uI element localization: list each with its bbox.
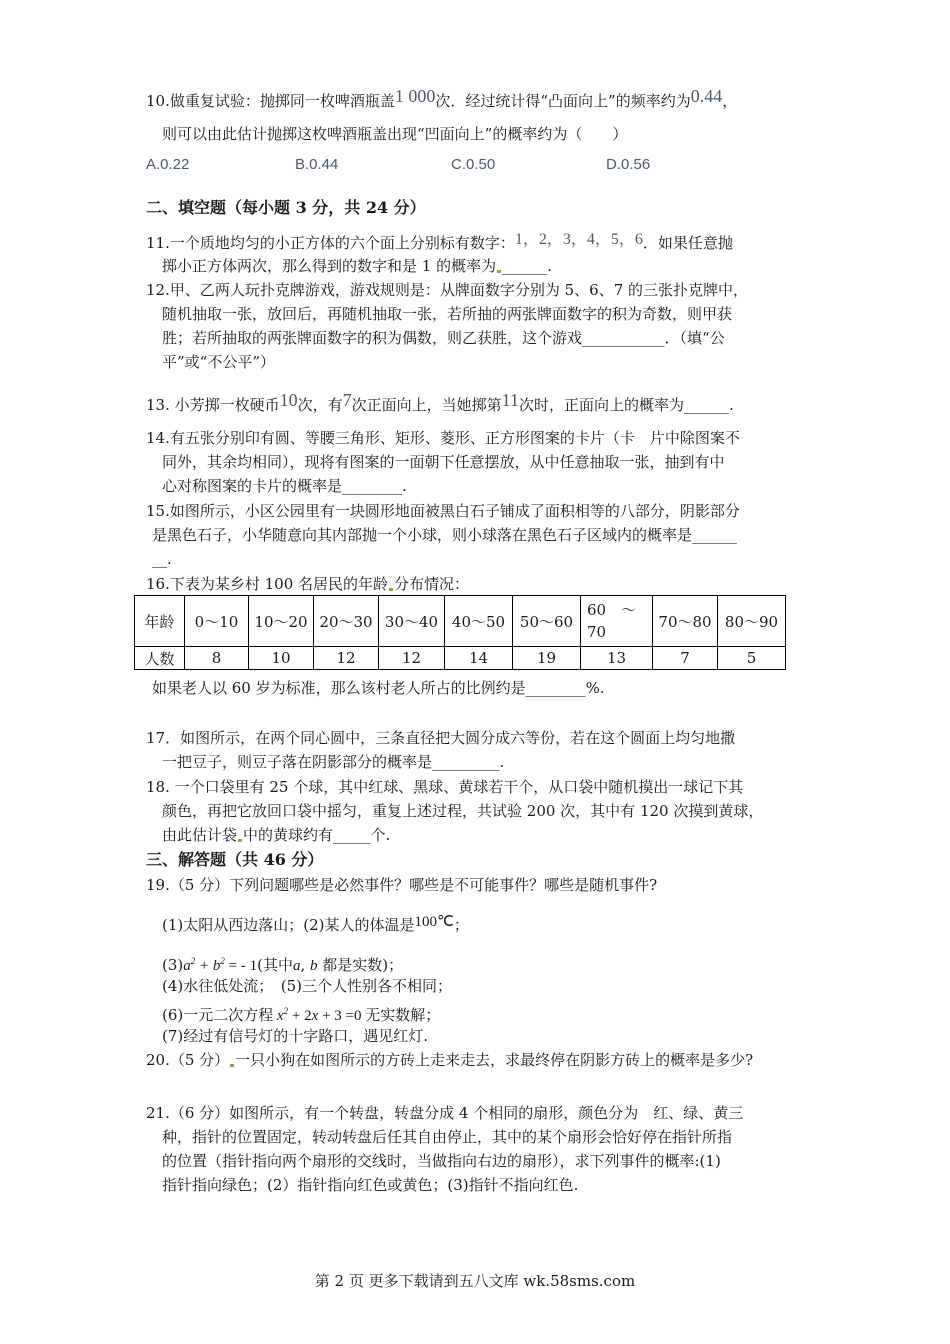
q10-text-a: 10.做重复试验：抛掷同一枚啤酒瓶盖 bbox=[146, 92, 395, 110]
section-3-title: 三、解答题（共 46 分） bbox=[146, 850, 324, 869]
table-cell: 80～90 bbox=[718, 596, 786, 647]
q19-item6-text-b: 无实数解； bbox=[365, 1006, 441, 1024]
table-row-age bbox=[135, 596, 786, 647]
q19-item7: (7)经过有信号灯的十字路口，遇见红灯. bbox=[162, 1027, 429, 1045]
q11-numbers: 1，2，3，4，5，6 bbox=[514, 231, 643, 248]
table-cell: 60 ～70 bbox=[581, 596, 653, 647]
q10-number-044: 0.44 bbox=[690, 86, 723, 106]
q16-title-b: 分布情况： bbox=[394, 575, 470, 593]
q21-line1: 21.（6 分）如图所示，有一个转盘，转盘分成 4 个相同的扇形，颜色分为 红、绿、黄三 bbox=[146, 1104, 744, 1122]
q10-option-b: B.0.44 bbox=[295, 156, 339, 173]
stray-mark bbox=[389, 588, 393, 591]
q15-line3: __. bbox=[152, 550, 172, 568]
q12-line3: 胜；若所抽取的两张牌面数字的积为偶数，则乙获胜，这个游戏___________．（填“公 bbox=[162, 329, 725, 347]
table-cell: 50～60 bbox=[513, 596, 581, 647]
q17-line1: 17．如图所示，在两个同心圆中，三条直径把大圆分成六等份，若在这个圆面上均匀地撒 bbox=[146, 729, 736, 747]
age-distribution-table bbox=[134, 595, 786, 670]
q14-line3: 心对称图案的卡片的概率是________. bbox=[162, 477, 407, 495]
q18-text-b: 中的黄球约有_____个. bbox=[243, 826, 391, 844]
q10-line2: 则可以由此估计抛掷这枚啤酒瓶盖出现“凹面向上”的概率约为（ ） bbox=[162, 125, 628, 143]
table-cell: 0～10 bbox=[185, 596, 249, 647]
stray-mark bbox=[497, 270, 501, 273]
q13-number-7: 7 bbox=[342, 390, 352, 410]
q12-line1: 12.甲、乙两人玩扑克牌游戏，游戏规则是：从牌面数字分别为 5、6、7 的三张扑克牌中， bbox=[146, 281, 749, 299]
table-cell: 14 bbox=[445, 647, 513, 670]
q19-var-b: b bbox=[310, 958, 318, 974]
q19-formula-quadratic: $x^2 + 2x + 3 =0$ bbox=[273, 1006, 362, 1024]
table-header-age: 年龄 bbox=[135, 596, 185, 647]
q16-title bbox=[146, 574, 469, 594]
table-cell: 7 bbox=[653, 647, 718, 670]
q11-line2 bbox=[162, 256, 552, 276]
q21-line4: 指针指向绿色；(2）指针指向红色或黄色；(3)指针不指向红色. bbox=[162, 1176, 579, 1194]
q19-item1-end: ； bbox=[453, 916, 469, 934]
q19-item3: $(3)a^2 + b^2$ = - 1(其中a, b 都是实数)； bbox=[162, 956, 404, 974]
q18-line1: 18. 一个口袋里有 25 个球，其中红球、黑球、黄球若干个，从口袋中随机摸出一球记下其 bbox=[146, 778, 744, 796]
table-row-count bbox=[135, 647, 786, 670]
q19-item1-text: (1)太阳从西边落山；(2)某人的体温是 bbox=[162, 916, 415, 934]
q10-option-d: D.0.56 bbox=[606, 156, 651, 173]
q10-number-1000: 1 000 bbox=[394, 86, 436, 106]
table-cell: 70～80 bbox=[653, 596, 718, 647]
q21-line2: 种，指针的位置固定，转动转盘后任其自由停止，其中的某个扇形会恰好停在指针所指 bbox=[162, 1128, 733, 1146]
q10-line1 bbox=[146, 86, 737, 111]
table-cell: 8 bbox=[185, 647, 249, 670]
q11-text-c: 掷小正方体两次，那么得到的数字和是 1 的概率为 bbox=[162, 257, 497, 275]
q19-item1 bbox=[162, 912, 469, 935]
q13-text-c: 次正面向上，当她掷第 bbox=[351, 396, 502, 414]
q18-line2: 颜色，再把它放回口袋中摇匀，重复上述过程，共试验 200 次，其中有 120 次摸到黄球， bbox=[162, 802, 764, 820]
q13-text-a: 13. 小芳掷一枚硬币 bbox=[146, 396, 280, 414]
q14-line2: 同外，其余均相同），现将有图案的一面朝下任意摆放，从中任意抽取一张，抽到有中 bbox=[162, 453, 725, 471]
q19-temperature: 100℃ bbox=[414, 914, 454, 930]
table-cell: 10～20 bbox=[249, 596, 314, 647]
q19-item6-text-a: (6)一元二次方程 bbox=[162, 1006, 274, 1024]
q13-text-b: 次，有 bbox=[297, 396, 343, 414]
q16-after: 如果老人以 60 岁为标准，那么该村老人所占的比例约是________%. bbox=[152, 679, 605, 697]
q12-line2: 随机抽取一张，放回后，再随机抽取一张，若所抽的两张牌面数字的积为奇数，则甲获 bbox=[162, 305, 733, 323]
q16-title-a: 16.下表为某乡村 100 名居民的年龄 bbox=[146, 575, 389, 593]
q10-option-a: A.0.22 bbox=[146, 156, 190, 173]
q19-item3-label: (3) bbox=[162, 956, 184, 974]
q15-line2: 是黑色石子，小华随意向其内部抛一个小球，则小球落在黑色石子区域内的概率是______ bbox=[152, 526, 738, 544]
q18-line3 bbox=[162, 825, 390, 845]
q19-item3-text-a: (其中 bbox=[257, 956, 293, 974]
q19-formula-sum-squares: $a^2 + b^2$ = - 1 bbox=[183, 956, 258, 974]
q11-text-a: 11.一个质地均匀的小正方体的六个面上分别标有数字： bbox=[146, 234, 515, 252]
section-2-title: 二、填空题（每小题 3 分，共 24 分） bbox=[146, 198, 426, 217]
table-cell: 10 bbox=[249, 647, 314, 670]
q11-blank: ______. bbox=[502, 257, 552, 275]
page-footer: 第 2 页 更多下载请到五八文库 wk.58sms.com bbox=[314, 1272, 636, 1290]
q20-text-a: 20.（5 分） bbox=[146, 1051, 230, 1069]
q13-line bbox=[146, 390, 734, 415]
q17-line2: 一把豆子，则豆子落在阴影部分的概率是_________. bbox=[162, 753, 505, 771]
stray-mark bbox=[230, 1064, 234, 1067]
q19-item4: (4)水往低处流； (5)三个人性别各不相同； bbox=[162, 977, 452, 995]
table-cell: 19 bbox=[513, 647, 581, 670]
q18-text-a: 由此估计袋 bbox=[162, 826, 238, 844]
q11-text-b: ．如果任意抛 bbox=[642, 234, 733, 252]
q11-line1 bbox=[146, 230, 733, 253]
q15-line1: 15.如图所示，小区公园里有一块圆形地面被黑白石子铺成了面积相等的八部分，阴影部分 bbox=[146, 502, 740, 520]
q13-text-d: 次时，正面向上的概率为______. bbox=[519, 396, 734, 414]
table-cell: 13 bbox=[581, 647, 653, 670]
stray-mark bbox=[238, 839, 242, 842]
table-cell: 12 bbox=[379, 647, 445, 670]
q19-vars: a bbox=[292, 958, 301, 974]
table-cell: 20～30 bbox=[314, 596, 379, 647]
table-cell: 5 bbox=[718, 647, 786, 670]
q10-text-b: 次．经过统计得“凸面向上”的频率约为 bbox=[435, 92, 691, 110]
q20-line bbox=[146, 1050, 753, 1070]
table-cell: 40～50 bbox=[445, 596, 513, 647]
table-cell: 12 bbox=[314, 647, 379, 670]
q19-item3-text-b: 都是实数)； bbox=[322, 956, 404, 974]
q12-line4: 平”或“不公平”） bbox=[162, 353, 276, 371]
q13-number-11: 11 bbox=[501, 390, 519, 410]
q21-line3: 的位置（指针指向两个扇形的交线时，当做指向右边的扇形），求下列事件的概率:(1) bbox=[162, 1152, 721, 1170]
table-header-count: 人数 bbox=[135, 647, 185, 670]
q19-item6 bbox=[162, 1001, 440, 1026]
q10-text-c: ， bbox=[722, 92, 738, 110]
q14-line1: 14.有五张分别印有圆、等腰三角形、矩形、菱形、正方形图案的卡片（卡 片中除图案不 bbox=[146, 429, 740, 447]
q20-text-b: 一只小狗在如图所示的方砖上走来走去，求最终停在阴影方砖上的概率是多少? bbox=[235, 1051, 754, 1069]
table-cell: 30～40 bbox=[379, 596, 445, 647]
q19-line1: 19.（5 分）下列问题哪些是必然事件？哪些是不可能事件？哪些是随机事件? bbox=[146, 876, 658, 894]
q13-number-10: 10 bbox=[279, 390, 298, 410]
q10-option-c: C.0.50 bbox=[451, 156, 496, 173]
